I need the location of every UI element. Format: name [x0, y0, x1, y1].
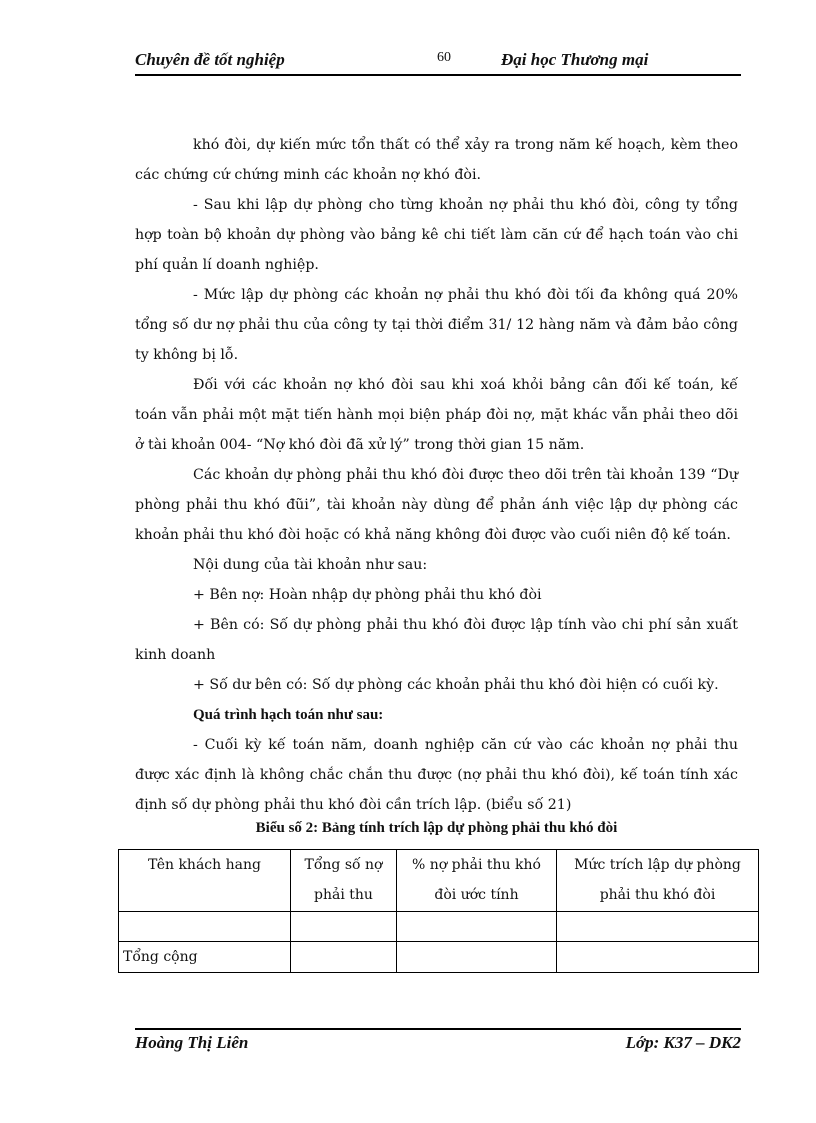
paragraph-11: - Cuối kỳ kế toán năm, doanh nghiệp căn cứ vào các khoản nợ phải thu được xác định là không chắc chắn thu được (nợ phải thu khó đòi), kế toán tính xác định số dự phòng phải thu khó đòi cần trích lập. (biểu số 21) — [135, 737, 738, 813]
paragraph-5: Các khoản dự phòng phải thu khó đòi được theo dõi trên tài khoản 139 “Dự phòng phải thu khó đũi”, tài khoản này dùng để phản ánh việc lập dự phòng các khoản phải thu khó đòi hoặc có khả năng không đòi được vào cuối niên độ kế toán. — [135, 467, 738, 543]
paragraph-9: + Số dư bên có: Số dự phòng các khoản phải thu khó đòi hiện có cuối kỳ. — [193, 677, 719, 693]
paragraph-1: khó đòi, dự kiến mức tổn thất có thể xảy ra trong năm kế hoạch, kèm theo các chứng cứ chứng minh các khoản nợ khó đòi. — [135, 137, 738, 183]
table-cell — [291, 942, 397, 973]
table-row — [119, 912, 759, 942]
table-cell — [397, 942, 557, 973]
table-cell — [397, 912, 557, 942]
table-header-row — [119, 850, 759, 912]
paragraph-7: + Bên nợ: Hoàn nhập dự phòng phải thu khó đòi — [193, 587, 542, 603]
table-total-row — [119, 942, 759, 973]
paragraph-3: - Mức lập dự phòng các khoản nợ phải thu khó đòi tối đa không quá 20% tổng số dư nợ phải thu của công ty tại thời điểm 31/ 12 hàng năm và đảm bảo công ty không bị lỗ. — [135, 287, 738, 363]
paragraph-4: Đối với các khoản nợ khó đòi sau khi xoá khỏi bảng cân đối kế toán, kế toán vẫn phải một mặt tiến hành mọi biện pháp đòi nợ, mặt khác vẫn phải theo dõi ở tài khoản 004- “Nợ khó đòi đã xử lý” trong thời gian 15 năm. — [135, 377, 738, 453]
body-text — [135, 130, 738, 820]
table-cell — [557, 942, 759, 973]
author-name: Hoàng Thị Liên — [135, 1033, 249, 1052]
subheading-process: Quá trình hạch toán như sau: — [193, 707, 384, 723]
paragraph-8: + Bên có: Số dự phòng phải thu khó đòi được lập tính vào chi phí sản xuất kinh doanh — [135, 617, 738, 663]
table-cell — [119, 912, 291, 942]
table-cell — [557, 912, 759, 942]
class-code: Lớp: K37 – DK2 — [625, 1033, 741, 1052]
paragraph-6: Nội dung của tài khoản như sau: — [193, 557, 428, 573]
header-title-right: Đại học Thương mại — [501, 50, 649, 69]
header-customer-name: Tên khách hang — [119, 850, 291, 912]
table-caption: Biểu số 2: Bảng tính trích lập dự phòng phải thu khó đòi — [255, 820, 618, 836]
page-footer — [135, 1028, 741, 1060]
total-label: Tổng cộng — [119, 942, 291, 973]
header-provision-amount: Mức trích lập dự phòng phải thu khó đòi — [557, 850, 759, 912]
header-bad-debt-percent: % nợ phải thu khó đòi ước tính — [397, 850, 557, 912]
page-number: 60 — [437, 50, 451, 65]
page-header — [135, 48, 741, 76]
table-cell — [291, 912, 397, 942]
header-total-receivable: Tổng số nợ phải thu — [291, 850, 397, 912]
paragraph-2: - Sau khi lập dự phòng cho từng khoản nợ phải thu khó đòi, công ty tổng hợp toàn bộ khoản dự phòng vào bảng kê chi tiết làm căn cứ để hạch toán vào chi phí quản lí doanh nghiệp. — [135, 197, 738, 273]
provision-table — [118, 849, 759, 973]
header-title-left: Chuyên đề tốt nghiệp — [135, 50, 285, 69]
